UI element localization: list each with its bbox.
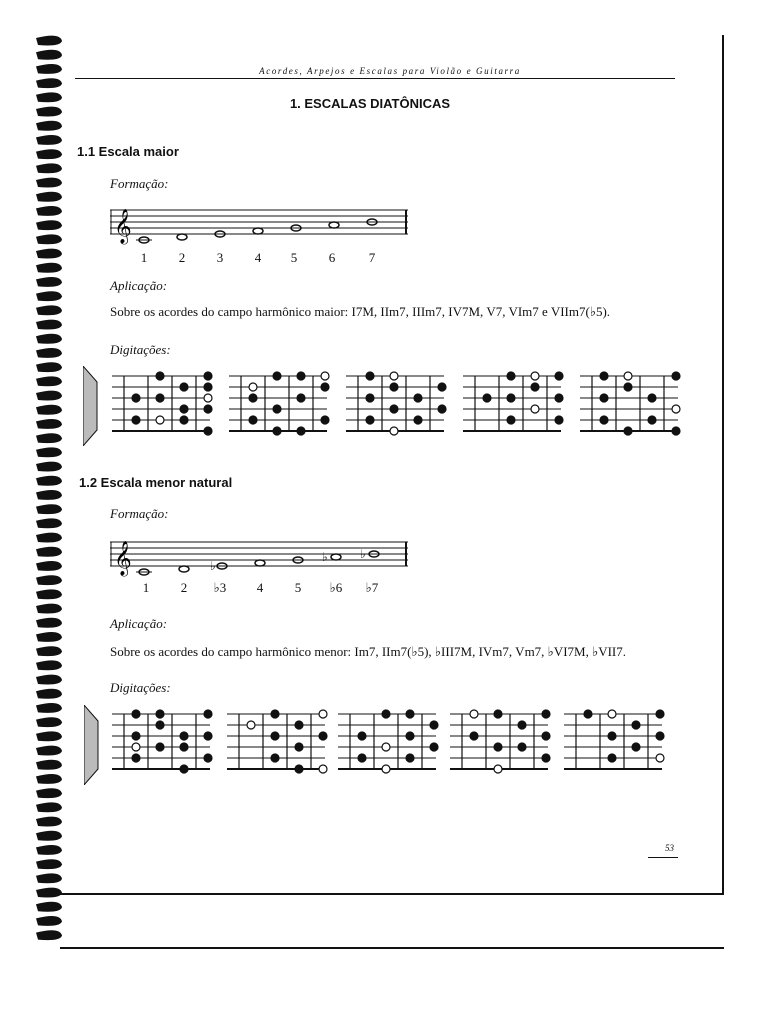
finger-dot xyxy=(273,427,281,435)
root-dot xyxy=(382,743,390,751)
finger-dot xyxy=(358,754,366,762)
degree-label: 1 xyxy=(142,580,150,595)
spiral-coil xyxy=(36,632,62,642)
finger-dot xyxy=(406,732,414,740)
degree-label: ♭7 xyxy=(365,580,379,595)
finger-dot xyxy=(518,721,526,729)
degree-label: 4 xyxy=(256,580,264,595)
spiral-coil xyxy=(36,731,62,741)
finger-dot xyxy=(132,710,140,718)
finger-dot xyxy=(180,732,188,740)
degree-label: 5 xyxy=(294,580,302,595)
finger-dot xyxy=(531,383,539,391)
spiral-coil xyxy=(36,774,62,784)
finger-dot xyxy=(156,743,164,751)
finger-dot xyxy=(249,416,257,424)
page-bottom-line xyxy=(60,893,724,895)
spiral-coil xyxy=(36,490,62,500)
finger-dot xyxy=(600,416,608,424)
finger-dot xyxy=(249,394,257,402)
finger-dot xyxy=(608,754,616,762)
application-text-major: Sobre os acordes do campo harmônico maior: I7M, IIm7, IIIm7, IV7M, V7, VIm7 e VIIm7(♭5). xyxy=(110,304,611,319)
finger-dot xyxy=(295,721,303,729)
page-number-rule xyxy=(648,857,678,858)
finger-dot xyxy=(470,732,478,740)
finger-dot xyxy=(555,394,563,402)
fingering-diagram xyxy=(344,370,449,438)
fingering-diagram xyxy=(448,708,553,776)
finger-dot xyxy=(494,710,502,718)
spiral-coil xyxy=(36,504,62,514)
root-dot xyxy=(156,416,164,424)
finger-dot xyxy=(584,710,592,718)
staff-major-scale xyxy=(110,204,410,246)
spiral-coil xyxy=(36,703,62,713)
finger-dot xyxy=(430,743,438,751)
spiral-coil xyxy=(36,135,62,145)
spiral-coil xyxy=(36,618,62,628)
spiral-coil xyxy=(36,149,62,159)
fingering-diagram xyxy=(110,370,215,438)
fingering-diagram xyxy=(110,708,215,776)
spiral-coil xyxy=(36,689,62,699)
finger-dot xyxy=(321,416,329,424)
spiral-coil xyxy=(36,930,62,940)
spiral-coil xyxy=(36,291,62,301)
spiral-coil xyxy=(36,447,62,457)
formation-label-major: Formação: xyxy=(110,176,169,191)
spiral-coil xyxy=(36,277,62,287)
spiral-coil xyxy=(36,348,62,358)
degree-label: ♭3 xyxy=(213,580,227,595)
finger-dot xyxy=(204,754,212,762)
spiral-coil xyxy=(36,320,62,330)
application-label-major: Aplicação: xyxy=(110,278,168,293)
spiral-coil xyxy=(36,263,62,273)
finger-dot xyxy=(608,732,616,740)
treble-clef-icon: 𝄞 xyxy=(114,542,132,575)
finger-dot xyxy=(295,743,303,751)
spiral-coil xyxy=(36,334,62,344)
root-dot xyxy=(390,372,398,380)
root-dot xyxy=(319,765,327,773)
finger-dot xyxy=(271,710,279,718)
finger-dot xyxy=(271,732,279,740)
finger-dot xyxy=(390,405,398,413)
root-dot xyxy=(249,383,257,391)
section-tab-marker xyxy=(84,705,100,785)
root-dot xyxy=(531,405,539,413)
root-dot xyxy=(132,743,140,751)
fingering-diagrams-minor xyxy=(110,708,690,778)
spiral-coil xyxy=(36,249,62,259)
finger-dot xyxy=(507,372,515,380)
spiral-coil xyxy=(36,107,62,117)
spiral-coil xyxy=(36,64,62,74)
spiral-coil xyxy=(36,831,62,841)
spiral-coil xyxy=(36,675,62,685)
finger-dot xyxy=(406,754,414,762)
finger-dot xyxy=(132,394,140,402)
spiral-coil xyxy=(36,362,62,372)
root-dot xyxy=(390,427,398,435)
root-dot xyxy=(382,765,390,773)
application-label-minor: Aplicação: xyxy=(110,616,168,631)
finger-dot xyxy=(366,372,374,380)
minor-scale-notes xyxy=(139,551,379,575)
finger-dot xyxy=(132,754,140,762)
degree-label: 4 xyxy=(254,250,262,265)
finger-dot xyxy=(507,416,515,424)
page-edge-line xyxy=(722,35,724,895)
degree-label: 6 xyxy=(328,250,336,265)
finger-dot xyxy=(156,721,164,729)
finger-dot xyxy=(180,383,188,391)
root-dot xyxy=(494,765,502,773)
degree-label: 2 xyxy=(178,250,186,265)
finger-dot xyxy=(297,427,305,435)
running-header: Acordes, Arpejos e Escalas para Violão e Guitarra xyxy=(259,66,521,76)
finger-dot xyxy=(632,743,640,751)
spiral-coil xyxy=(36,92,62,102)
spiral-coil xyxy=(36,163,62,173)
section-heading-minor: 1.2 Escala menor natural xyxy=(79,475,233,490)
finger-dot xyxy=(132,732,140,740)
spiral-coil xyxy=(36,78,62,88)
finger-dot xyxy=(656,732,664,740)
finger-dot xyxy=(406,710,414,718)
finger-dot xyxy=(180,743,188,751)
spiral-coil xyxy=(36,192,62,202)
fingerings-label-minor: Digitações: xyxy=(110,680,171,695)
spiral-coil xyxy=(36,305,62,315)
finger-dot xyxy=(438,405,446,413)
fingering-diagram xyxy=(461,370,566,438)
flat-icon: ♭ xyxy=(360,547,366,561)
finger-dot xyxy=(204,427,212,435)
spiral-coil xyxy=(36,36,62,46)
flat-icon: ♭ xyxy=(322,550,328,564)
finger-dot xyxy=(204,732,212,740)
major-scale-notes xyxy=(139,219,377,243)
root-dot xyxy=(656,754,664,762)
finger-dot xyxy=(273,372,281,380)
finger-dot xyxy=(555,416,563,424)
finger-dot xyxy=(414,416,422,424)
fingering-diagram xyxy=(227,370,332,438)
finger-dot xyxy=(656,710,664,718)
degree-label: ♭6 xyxy=(329,580,343,595)
flat-icon: ♭ xyxy=(210,559,216,573)
root-dot xyxy=(608,710,616,718)
spiral-coil xyxy=(36,518,62,528)
spiral-coil xyxy=(36,802,62,812)
spiral-coil xyxy=(36,660,62,670)
application-text-minor: Sobre os acordes do campo harmônico menor: Im7, IIm7(♭5), ♭III7M, IVm7, Vm7, ♭VI7M, ♭VII7. xyxy=(110,644,627,659)
spiral-coil xyxy=(36,433,62,443)
spiral-coil xyxy=(36,391,62,401)
section-heading-major: 1.1 Escala maior xyxy=(77,144,179,159)
spiral-coil xyxy=(36,717,62,727)
degree-label: 5 xyxy=(290,250,298,265)
finger-dot xyxy=(483,394,491,402)
finger-dot xyxy=(438,383,446,391)
finger-dot xyxy=(507,394,515,402)
finger-dot xyxy=(672,427,680,435)
spiral-coil xyxy=(36,902,62,912)
finger-dot xyxy=(295,765,303,773)
finger-dot xyxy=(180,765,188,773)
root-dot xyxy=(531,372,539,380)
spiral-coil xyxy=(36,845,62,855)
spiral-coil xyxy=(36,376,62,386)
finger-dot xyxy=(632,721,640,729)
finger-dot xyxy=(600,394,608,402)
spiral-coil xyxy=(36,760,62,770)
spiral-coil xyxy=(36,873,62,883)
finger-dot xyxy=(414,394,422,402)
spiral-binding xyxy=(34,30,68,950)
spiral-coil xyxy=(36,206,62,216)
finger-dot xyxy=(180,416,188,424)
spiral-coil xyxy=(36,220,62,230)
finger-dot xyxy=(273,405,281,413)
spiral-coil xyxy=(36,916,62,926)
fingering-diagrams-major xyxy=(110,370,690,440)
header-rule xyxy=(75,78,675,79)
spiral-coil xyxy=(36,50,62,60)
finger-dot xyxy=(156,710,164,718)
spiral-coil xyxy=(36,476,62,486)
root-dot xyxy=(672,405,680,413)
degree-label: 3 xyxy=(216,250,224,265)
finger-dot xyxy=(204,710,212,718)
spiral-coil xyxy=(36,462,62,472)
finger-dot xyxy=(600,372,608,380)
spiral-coil xyxy=(36,746,62,756)
spiral-coil xyxy=(36,533,62,543)
finger-dot xyxy=(321,383,329,391)
finger-dot xyxy=(542,732,550,740)
degree-label: 2 xyxy=(180,580,188,595)
treble-clef-icon: 𝄞 xyxy=(114,210,132,243)
root-dot xyxy=(204,394,212,402)
spiral-coil xyxy=(36,121,62,131)
finger-dot xyxy=(648,394,656,402)
finger-dot xyxy=(390,383,398,391)
degree-label: 7 xyxy=(368,250,376,265)
page-number: 53 xyxy=(665,843,674,853)
finger-dot xyxy=(624,427,632,435)
finger-dot xyxy=(156,372,164,380)
spiral-coil xyxy=(36,234,62,244)
root-dot xyxy=(321,372,329,380)
fingerings-label-major: Digitações: xyxy=(110,342,171,357)
spiral-coil xyxy=(36,589,62,599)
finger-dot xyxy=(366,394,374,402)
finger-dot xyxy=(204,405,212,413)
spiral-coil xyxy=(36,646,62,656)
spiral-coil xyxy=(36,888,62,898)
page-bottom-line-lower xyxy=(60,947,724,949)
finger-dot xyxy=(430,721,438,729)
finger-dot xyxy=(648,416,656,424)
finger-dot xyxy=(382,710,390,718)
spiral-coil xyxy=(36,405,62,415)
spiral-coil xyxy=(36,788,62,798)
finger-dot xyxy=(672,372,680,380)
degree-label: 1 xyxy=(140,250,148,265)
spiral-coil xyxy=(36,575,62,585)
finger-dot xyxy=(204,383,212,391)
spiral-coil xyxy=(36,178,62,188)
finger-dot xyxy=(494,743,502,751)
spiral-coil xyxy=(36,859,62,869)
finger-dot xyxy=(555,372,563,380)
spiral-coil xyxy=(36,561,62,571)
staff-natural-minor-scale xyxy=(110,536,410,578)
spiral-coil xyxy=(36,604,62,614)
root-dot xyxy=(470,710,478,718)
fingering-diagram xyxy=(578,370,683,438)
finger-dot xyxy=(271,754,279,762)
finger-dot xyxy=(132,416,140,424)
page-title: 1. ESCALAS DIATÔNICAS xyxy=(289,96,451,111)
formation-label-minor: Formação: xyxy=(110,506,169,521)
spiral-coil xyxy=(36,547,62,557)
finger-dot xyxy=(542,754,550,762)
fingering-diagram xyxy=(336,708,441,776)
finger-dot xyxy=(297,372,305,380)
root-dot xyxy=(319,710,327,718)
finger-dot xyxy=(204,372,212,380)
fingering-diagram xyxy=(225,708,330,776)
fingering-diagram xyxy=(562,708,667,776)
spiral-coil xyxy=(36,817,62,827)
finger-dot xyxy=(180,405,188,413)
finger-dot xyxy=(358,732,366,740)
finger-dot xyxy=(518,743,526,751)
finger-dot xyxy=(297,394,305,402)
finger-dot xyxy=(542,710,550,718)
section-tab-marker xyxy=(83,366,99,446)
finger-dot xyxy=(366,416,374,424)
spiral-coil xyxy=(36,419,62,429)
finger-dot xyxy=(624,383,632,391)
root-dot xyxy=(624,372,632,380)
finger-dot xyxy=(319,732,327,740)
finger-dot xyxy=(156,394,164,402)
root-dot xyxy=(247,721,255,729)
